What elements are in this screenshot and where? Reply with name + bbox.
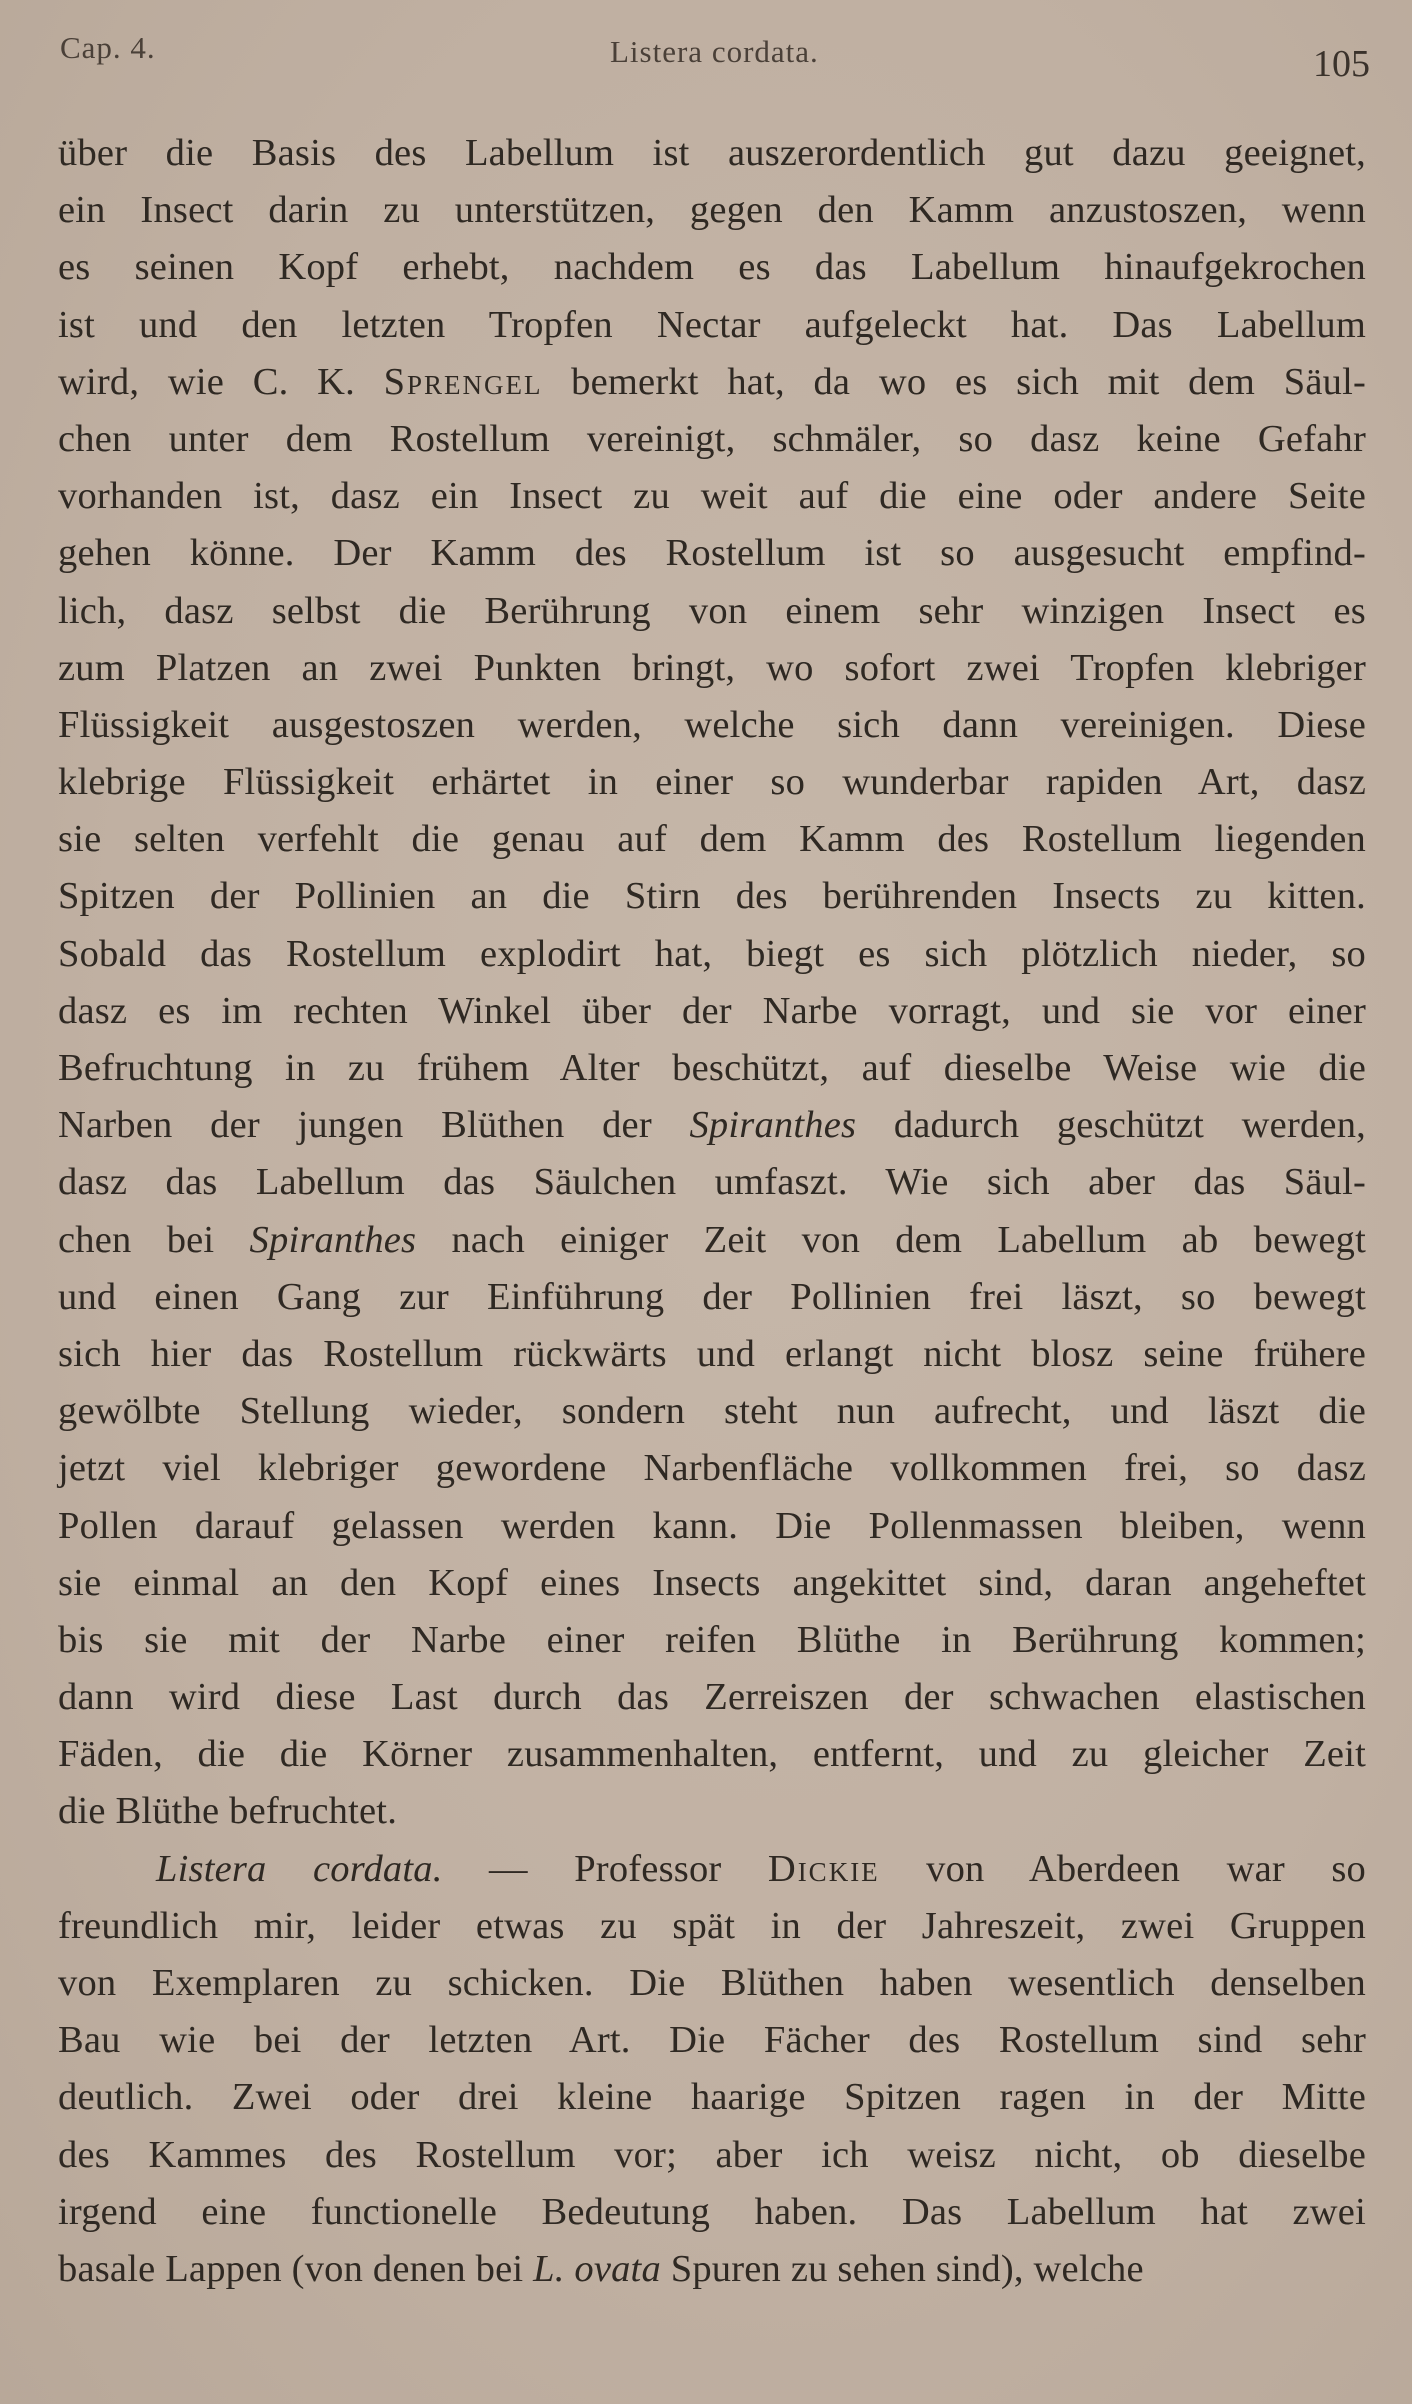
text-line [58, 1040, 1366, 1097]
text-segment: Flüssigkeit ausgestoszen werden, welche sich dann vereinigen. Diese [58, 703, 1366, 746]
text-segment: von Aberdeen war so [879, 1847, 1366, 1890]
text-segment: klebrige Flüssigkeit erhärtet in einer so wunderbar rapiden Art, dasz [58, 761, 1366, 804]
text-segment: wird, wie C. K. [58, 360, 384, 403]
text-segment: ein Insect darin zu unterstützen, gegen den Kamm anzustoszen, wenn [58, 189, 1366, 232]
text-line [58, 1841, 1366, 1898]
text-segment: freundlich mir, leider etwas zu spät in der Jahreszeit, zwei Gruppen [58, 1904, 1366, 1947]
text-segment: lich, dasz selbst die Berührung von einem sehr winzigen Insect es [58, 589, 1366, 632]
italic-text: Spiranthes [689, 1104, 857, 1147]
text-line [58, 525, 1366, 582]
text-segment: sie selten verfehlt die genau auf dem Kamm des Rostellum liegenden [58, 818, 1366, 861]
text-line [58, 1097, 1366, 1154]
text-segment: gehen könne. Der Kamm des Rostellum ist so ausgesucht empfind- [58, 532, 1366, 575]
text-segment: chen unter dem Rostellum vereinigt, schmäler, so dasz keine Gefahr [58, 417, 1366, 460]
text-line [58, 1898, 1366, 1955]
text-segment: es seinen Kopf erhebt, nachdem es das Labellum hinaufgekrochen [58, 246, 1366, 289]
text-segment: ist und den letzten Tropfen Nectar aufgeleckt hat. Das Labellum [58, 303, 1366, 346]
text-line [58, 1783, 1366, 1840]
text-line [58, 1555, 1366, 1612]
text-line [58, 754, 1366, 811]
text-line [58, 1154, 1366, 1211]
text-segment: über die Basis des Labellum ist auszerordentlich gut dazu geeignet, [58, 132, 1366, 174]
text-line [58, 182, 1366, 239]
text-segment: zum Platzen an zwei Punkten bringt, wo sofort zwei Tropfen klebriger [58, 646, 1366, 689]
chapter-label: Cap. 4. [60, 30, 156, 65]
text-line [58, 468, 1366, 525]
text-line [58, 2069, 1366, 2126]
text-segment: jetzt viel klebriger gewordene Narbenfläche vollkommen frei, so dasz [58, 1447, 1366, 1490]
italic-text: Spiranthes [249, 1218, 417, 1261]
italic-text: Listera cordata. [156, 1847, 443, 1890]
paragraph [58, 1841, 1366, 2299]
text-segment: gewölbte Stellung wieder, sondern steht nun aufrecht, und läszt die [58, 1390, 1366, 1433]
text-line [58, 2127, 1366, 2184]
text-segment: bis sie mit der Narbe einer reifen Blüthe in Berührung kommen; [58, 1618, 1366, 1661]
text-segment: basale Lappen (von denen bei [58, 2247, 534, 2290]
text-segment: Befruchtung in zu frühem Alter beschützt, auf dieselbe Weise wie die [58, 1047, 1366, 1089]
text-segment: dasz es im rechten Winkel über der Narbe vorragt, und sie vor einer [58, 989, 1366, 1032]
text-line [58, 640, 1366, 697]
text-segment: von Exemplaren zu schicken. Die Blüthen haben wesentlich denselben [58, 1962, 1366, 2004]
text-line [58, 1955, 1366, 2012]
text-segment: Narben der jungen Blüthen der [58, 1104, 690, 1147]
body-text [58, 125, 1366, 2298]
text-line [58, 1669, 1366, 1726]
text-segment: dadurch geschützt werden, [856, 1104, 1366, 1147]
text-segment: — Professor [442, 1847, 768, 1890]
text-segment: vorhanden ist, dasz ein Insect zu weit auf die eine oder andere Seite [58, 475, 1366, 518]
text-line [58, 1383, 1366, 1440]
text-line [58, 411, 1366, 468]
text-line [58, 2184, 1366, 2241]
small-caps-name: Sprengel [383, 360, 543, 403]
text-segment: nach einiger Zeit von dem Labellum ab bewegt [416, 1218, 1366, 1261]
text-line [58, 1440, 1366, 1497]
text-segment: irgend eine functionelle Bedeutung haben. Das Labellum hat zwei [58, 2190, 1366, 2233]
text-segment: deutlich. Zwei oder drei kleine haarige Spitzen ragen in der Mitte [58, 2076, 1366, 2119]
text-segment: bemerkt hat, da wo es sich mit dem Säul- [542, 360, 1366, 403]
text-line [58, 2241, 1366, 2298]
text-line [58, 1326, 1366, 1383]
text-segment: chen bei [58, 1218, 250, 1261]
text-segment: Fäden, die die Körner zusammenhalten, entfernt, und zu gleicher Zeit [58, 1733, 1366, 1776]
text-line [58, 2012, 1366, 2069]
text-segment: Sobald das Rostellum explodirt hat, biegt es sich plötzlich nieder, so [58, 932, 1366, 975]
text-segment: Spitzen der Pollinien an die Stirn des berührenden Insects zu kitten. [58, 875, 1366, 918]
text-line [58, 1498, 1366, 1555]
text-line [58, 811, 1366, 868]
text-segment: dasz das Labellum das Säulchen umfaszt. Wie sich aber das Säul- [58, 1161, 1366, 1204]
text-line [58, 239, 1366, 296]
italic-text: L. ovata [533, 2247, 661, 2290]
text-segment: Bau wie bei der letzten Art. Die Fächer des Rostellum sind sehr [58, 2019, 1366, 2062]
text-line [58, 868, 1366, 925]
text-line [58, 983, 1366, 1040]
text-segment: und einen Gang zur Einführung der Pollinien frei läszt, so bewegt [58, 1275, 1366, 1318]
text-line [58, 926, 1366, 983]
text-segment: sich hier das Rostellum rückwärts und erlangt nicht blosz seine frühere [58, 1332, 1366, 1375]
text-line [58, 1612, 1366, 1669]
paragraph [58, 125, 1366, 1841]
text-line [58, 125, 1366, 182]
text-segment: die Blüthe befruchtet. [58, 1790, 398, 1833]
running-header [60, 26, 1370, 96]
text-line [58, 1269, 1366, 1326]
text-line [58, 697, 1366, 754]
running-title: Listera cordata. [610, 34, 819, 69]
text-segment: sie einmal an den Kopf eines Insects angekittet sind, daran angeheftet [58, 1561, 1366, 1604]
text-segment: Pollen darauf gelassen werden kann. Die Pollenmassen bleiben, wenn [58, 1504, 1366, 1547]
text-line [58, 583, 1366, 640]
small-caps-name: Dickie [767, 1847, 880, 1890]
text-line [58, 1726, 1366, 1783]
text-line [58, 297, 1366, 354]
text-segment: dann wird diese Last durch das Zerreiszen der schwachen elastischen [58, 1676, 1366, 1719]
text-segment: des Kammes des Rostellum vor; aber ich weisz nicht, ob dieselbe [58, 2133, 1366, 2176]
text-segment: Spuren zu sehen sind), welche [660, 2247, 1144, 2290]
text-line [58, 354, 1366, 411]
page-number: 105 [1313, 43, 1370, 85]
text-line [58, 1212, 1366, 1269]
